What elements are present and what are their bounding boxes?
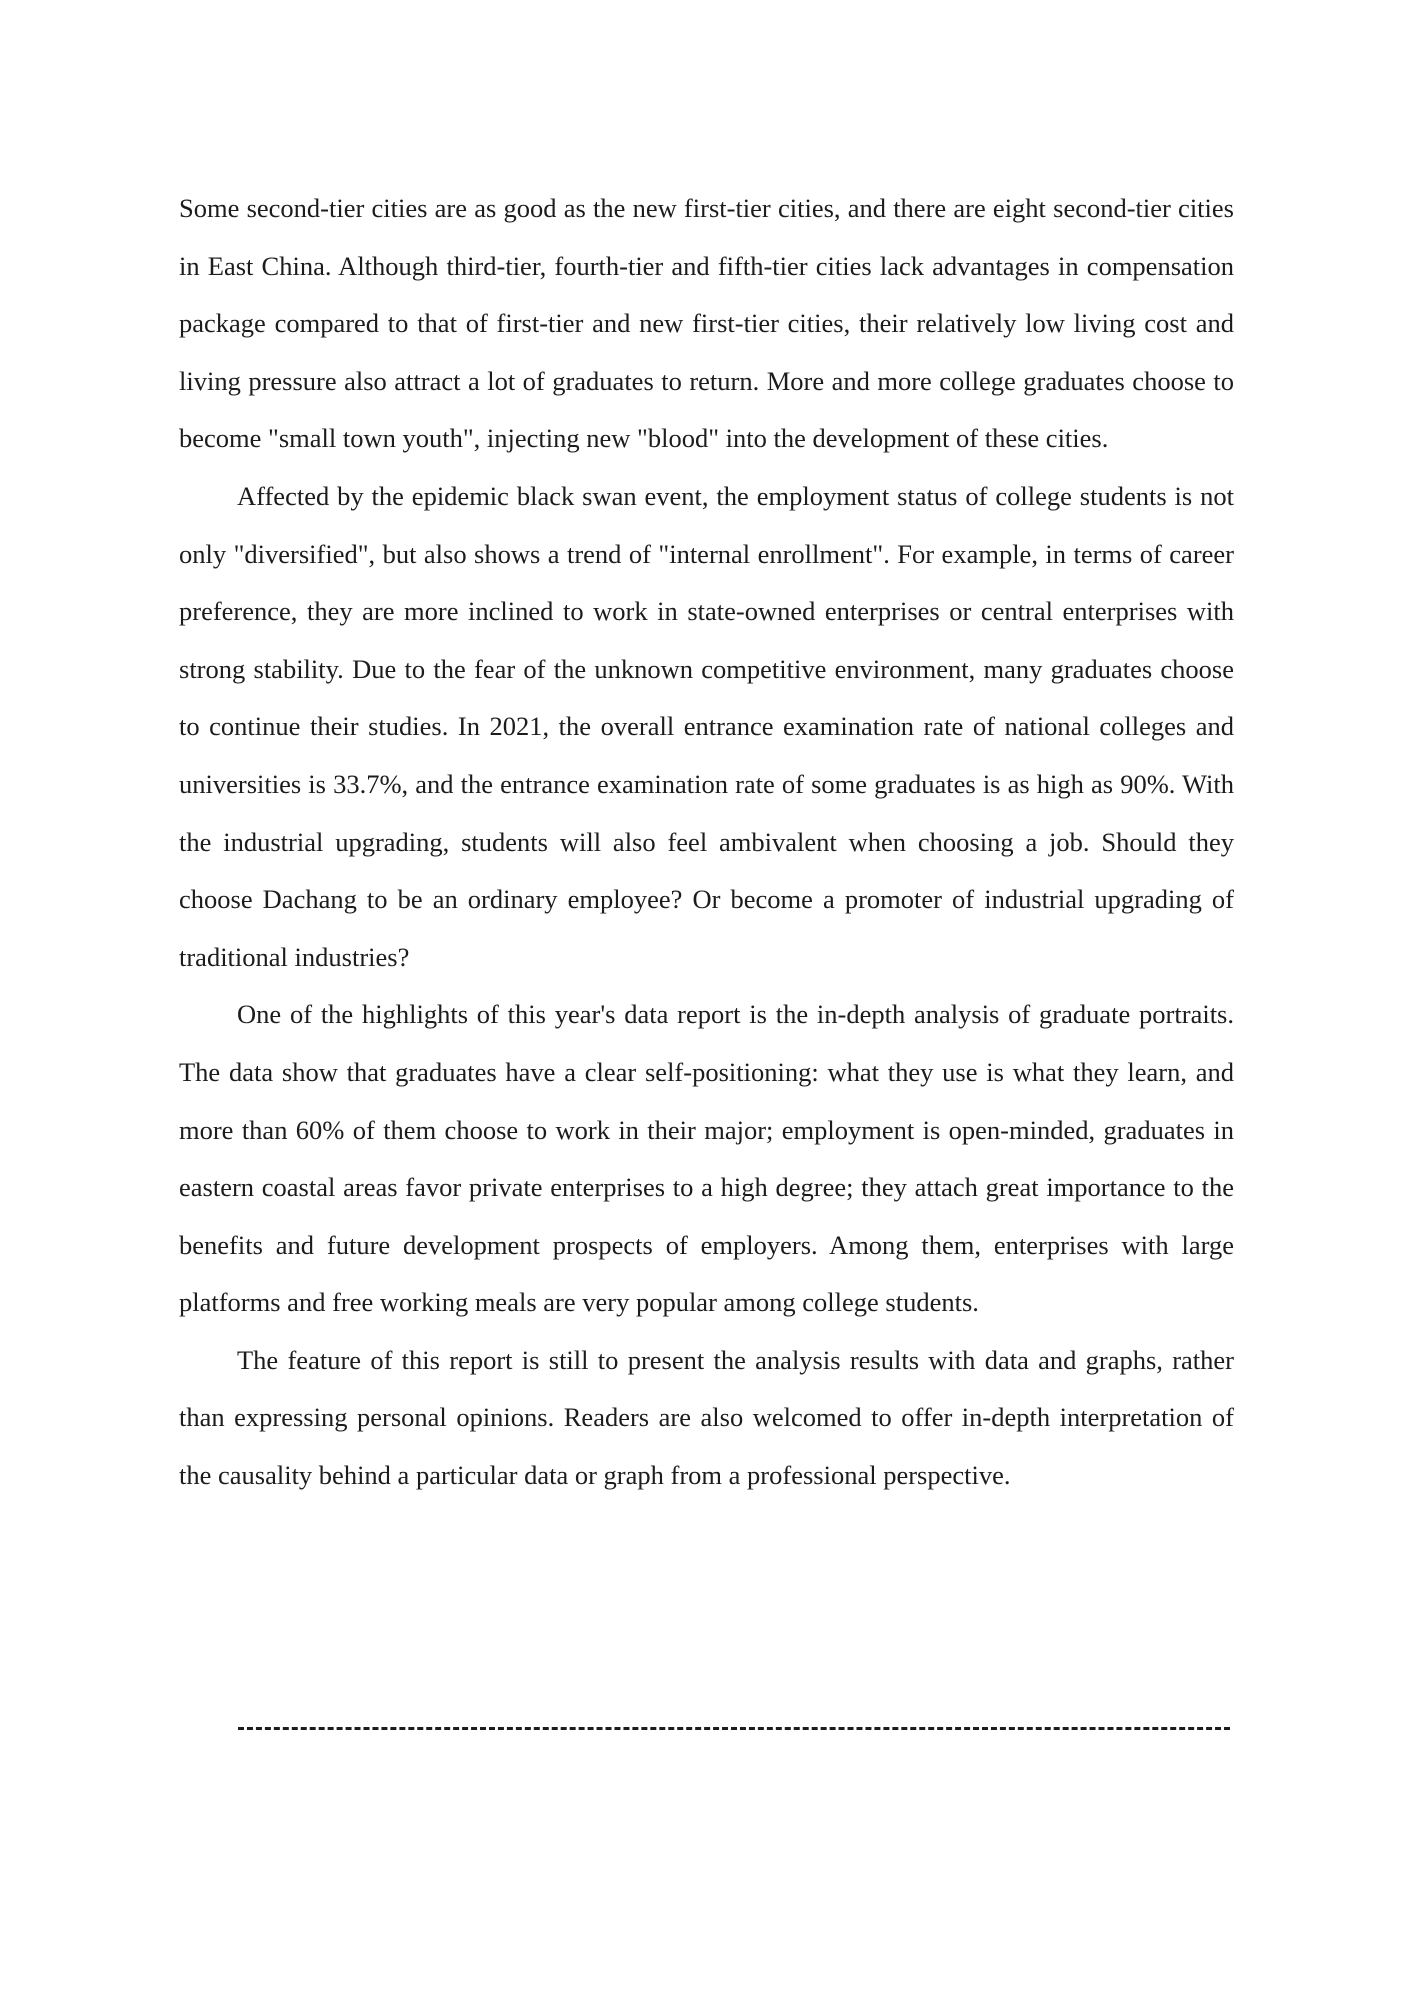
paragraph-graduate-portraits: One of the highlights of this year's data report is the in-depth analysis of graduate portraits. The data show that graduates have a clear self-positioning: what they use is what they learn, and more than 60% of them choose to work in their major; employment is open-minded, graduates in eastern coastal areas favor private enterprises to a high degree; they attach great importance to the benefits and future development prospects of employers. Among them, enterprises with large platforms and free working meals are very popular among college students. — [179, 999, 1234, 1318]
dashed-divider — [238, 1727, 1230, 1730]
paragraph-epidemic-employment: Affected by the epidemic black swan event, the employment status of college students is not only "diversified", but also shows a trend of "internal enrollment". For example, in terms of career preference, they are more inclined to work in state-owned enterprises or central enterprises with strong stability. Due to the fear of the unknown competitive environment, many graduates choose to continue their studies. In 2021, the overall entrance examination rate of national colleges and universities is 33.7%, and the entrance examination rate of some graduates is as high as 90%. With the industrial upgrading, students will also feel ambivalent when choosing a job. Should they choose Dachang to be an ordinary employee? Or become a promoter of industrial upgrading of traditional industries? — [179, 480, 1234, 972]
body-text — [179, 180, 1234, 1505]
paragraph-city-tiers: Some second-tier cities are as good as the new first-tier cities, and there are eight second-tier cities in East China. Although third-tier, fourth-tier and fifth-tier cities lack advantages in compensation package compared to that of first-tier and new first-tier cities, their relatively low living cost and living pressure also attract a lot of graduates to return. More and more college graduates choose to become "small town youth", injecting new "blood" into the development of these cities. — [179, 193, 1234, 454]
paragraph-report-feature: The feature of this report is still to present the analysis results with data and graphs, rather than expressing personal opinions. Readers are also welcomed to offer in-depth interpretation of the causality behind a particular data or graph from a professional perspective. — [179, 1344, 1234, 1491]
